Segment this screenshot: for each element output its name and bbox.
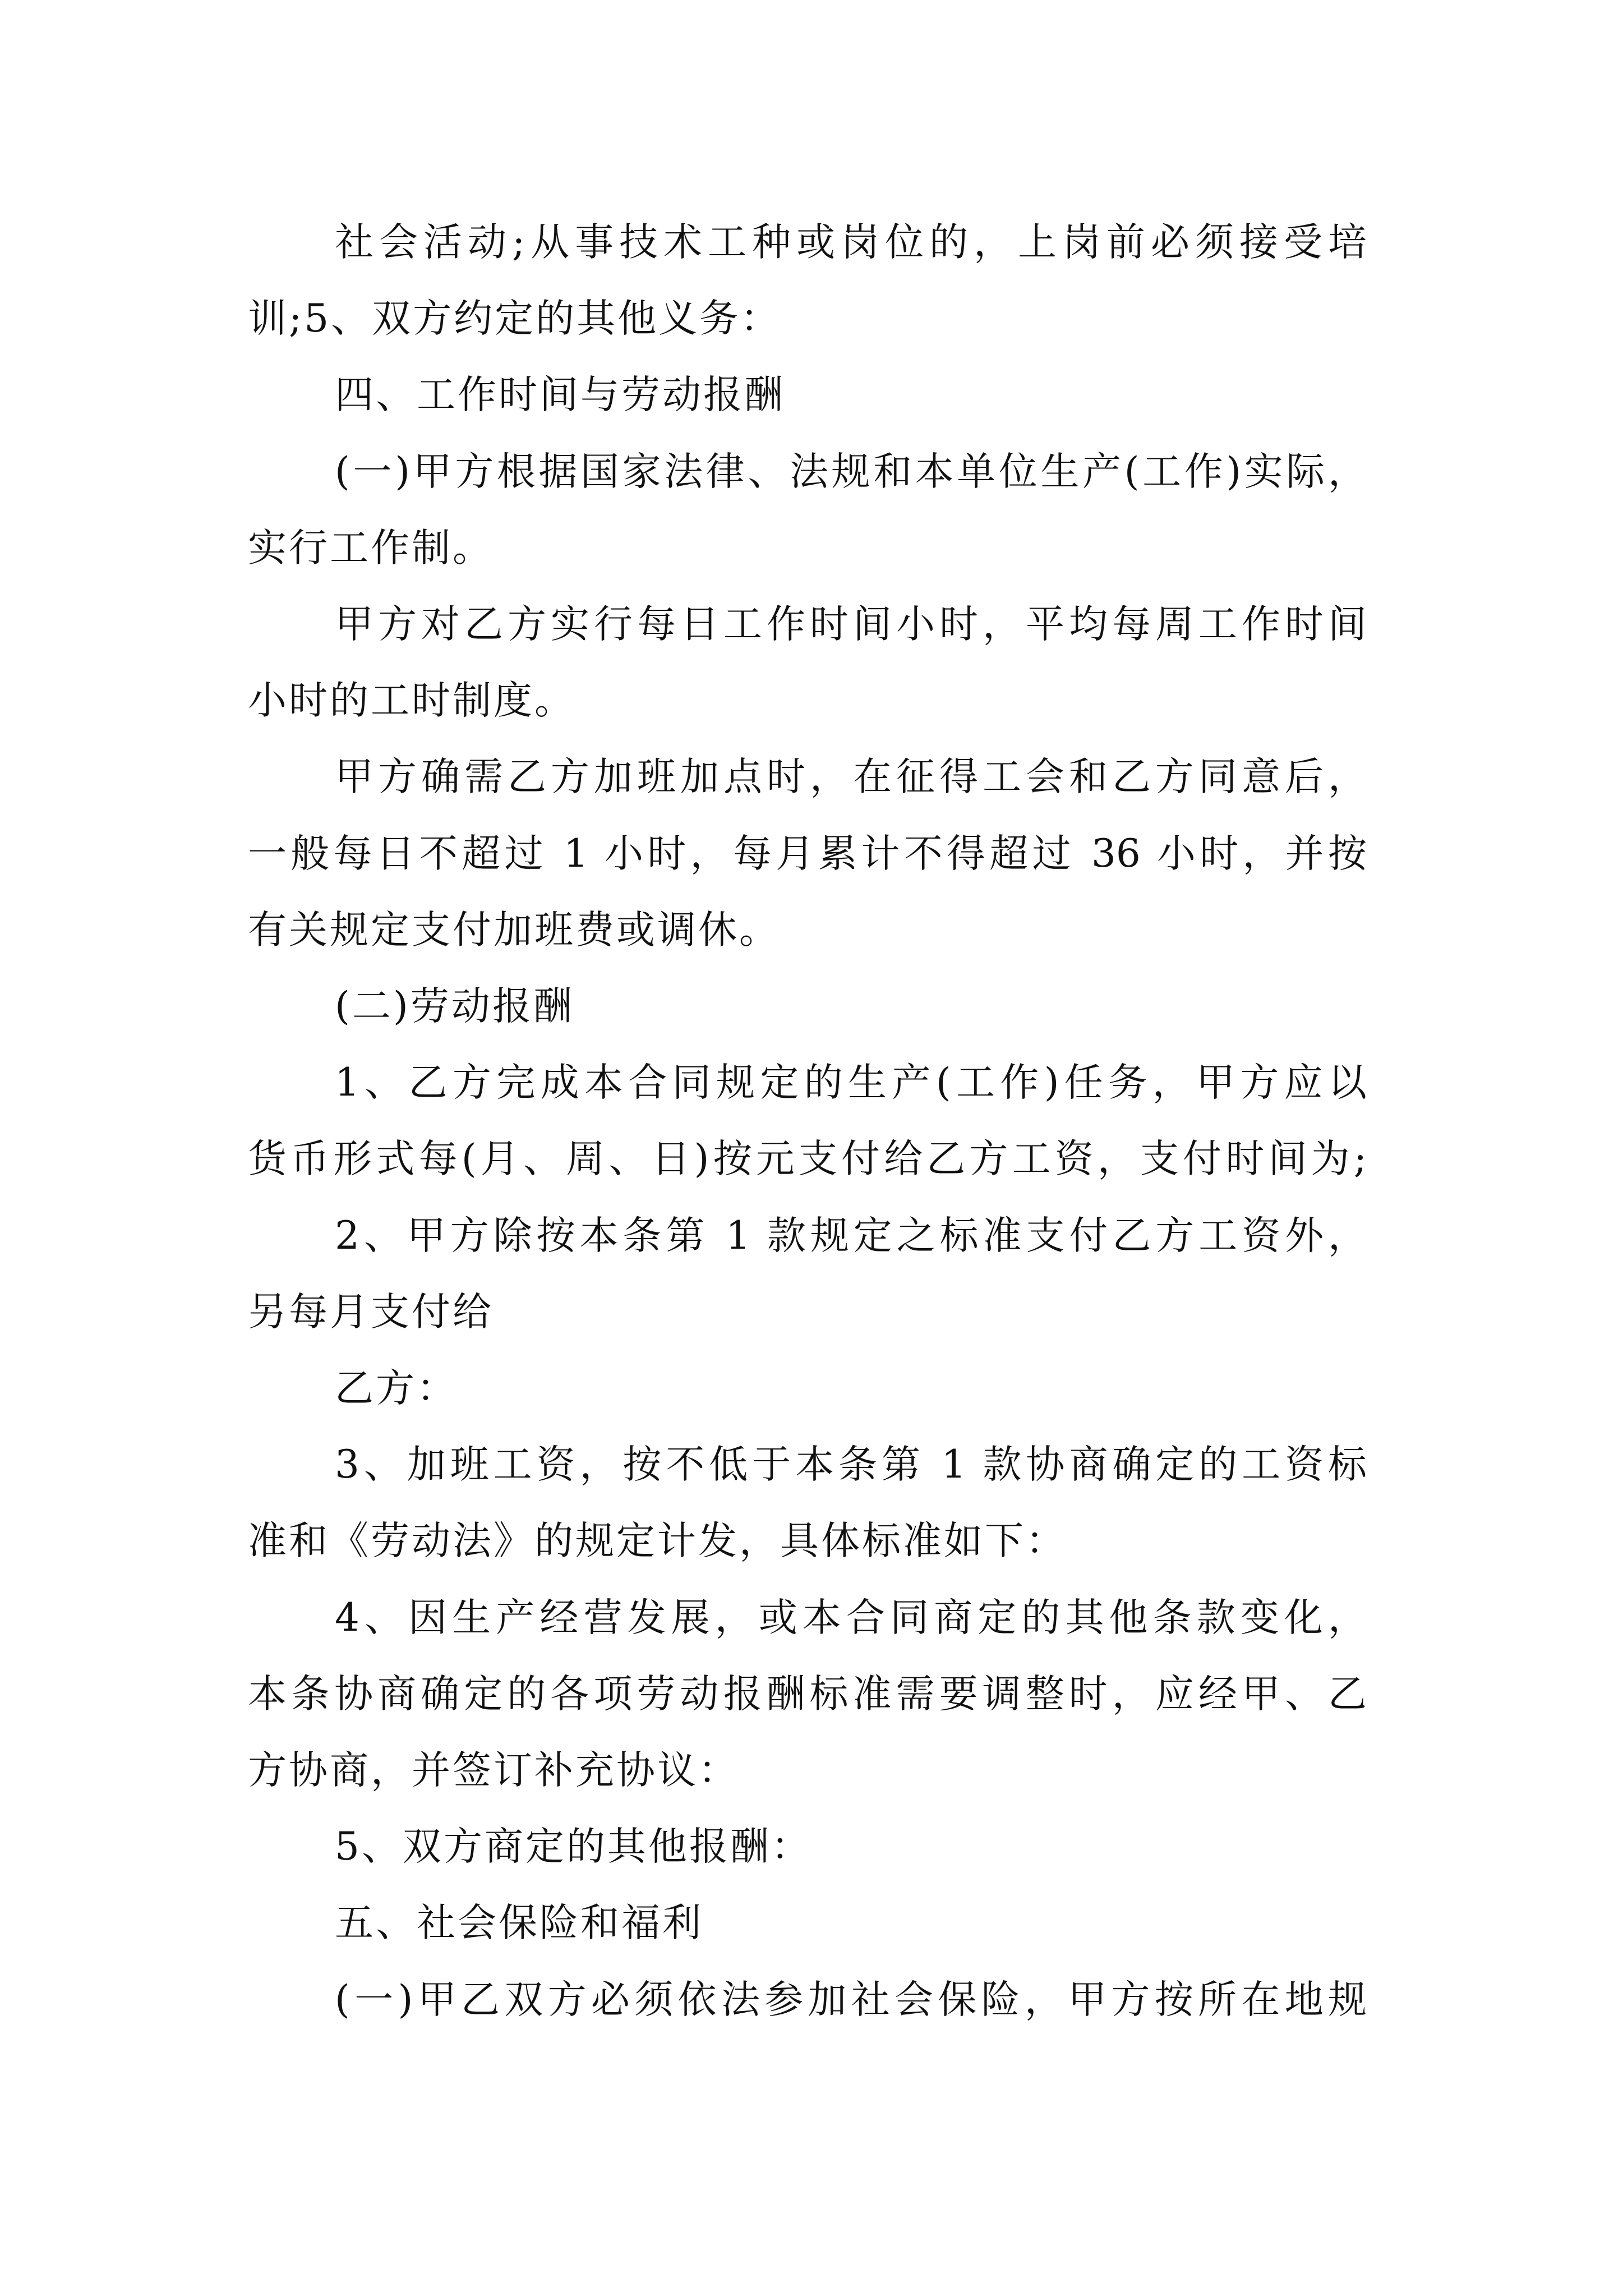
text-line: 本条协商确定的各项劳动报酬标准需要调整时，应经甲、乙 (248, 1672, 1367, 1717)
text-line: 实行工作制。 (248, 526, 494, 570)
text-line: 有关规定支付加班费或调休。 (248, 908, 780, 953)
text-line: (一)甲乙双方必须依法参加社会保险，甲方按所在地规 (335, 1977, 1367, 2022)
text-line: 3、加班工资，按不低于本条第 1 款协商确定的工资标 (335, 1442, 1367, 1487)
text-line: 甲方对乙方实行每日工作时间小时，平均每周工作时间 (335, 602, 1367, 647)
text-line: 一般每日不超过 1 小时，每月累计不得超过 36 小时，并按 (248, 831, 1367, 876)
text-line: 甲方确需乙方加班加点时，在征得工会和乙方同意后， (335, 754, 1367, 799)
text-line: 1、乙方完成本合同规定的生产(工作)任务，甲方应以 (335, 1060, 1367, 1105)
text-line: 乙方： (335, 1366, 458, 1411)
text-line: 另每月支付给 (248, 1290, 494, 1335)
text-line: 货币形式每(月、周、日)按元支付给乙方工资，支付时间为; (248, 1137, 1367, 1181)
text-line: 5、双方商定的其他报酬： (335, 1824, 812, 1869)
text-line: 2、甲方除按本条第 1 款规定之标准支付乙方工资外， (335, 1213, 1367, 1258)
text-line: 准和《劳动法》的规定计发，具体标准如下： (248, 1519, 1067, 1563)
subsection-heading: (二)劳动报酬 (335, 984, 574, 1029)
text-line: 方协商，并签订补充协议： (248, 1748, 739, 1793)
text-line: 社会活动;从事技术工种或岗位的，上岗前必须接受培 (335, 220, 1367, 265)
text-line: 小时的工时制度。 (248, 678, 575, 723)
section-heading: 四、工作时间与劳动报酬 (335, 372, 785, 417)
text-line: 4、因生产经营发展，或本合同商定的其他条款变化， (335, 1595, 1367, 1640)
section-heading: 五、社会保险和福利 (335, 1901, 703, 1945)
text-line: (一)甲方根据国家法律、法规和本单位生产(工作)实际， (335, 449, 1367, 494)
text-line: 训;5、双方约定的其他义务： (248, 296, 782, 341)
